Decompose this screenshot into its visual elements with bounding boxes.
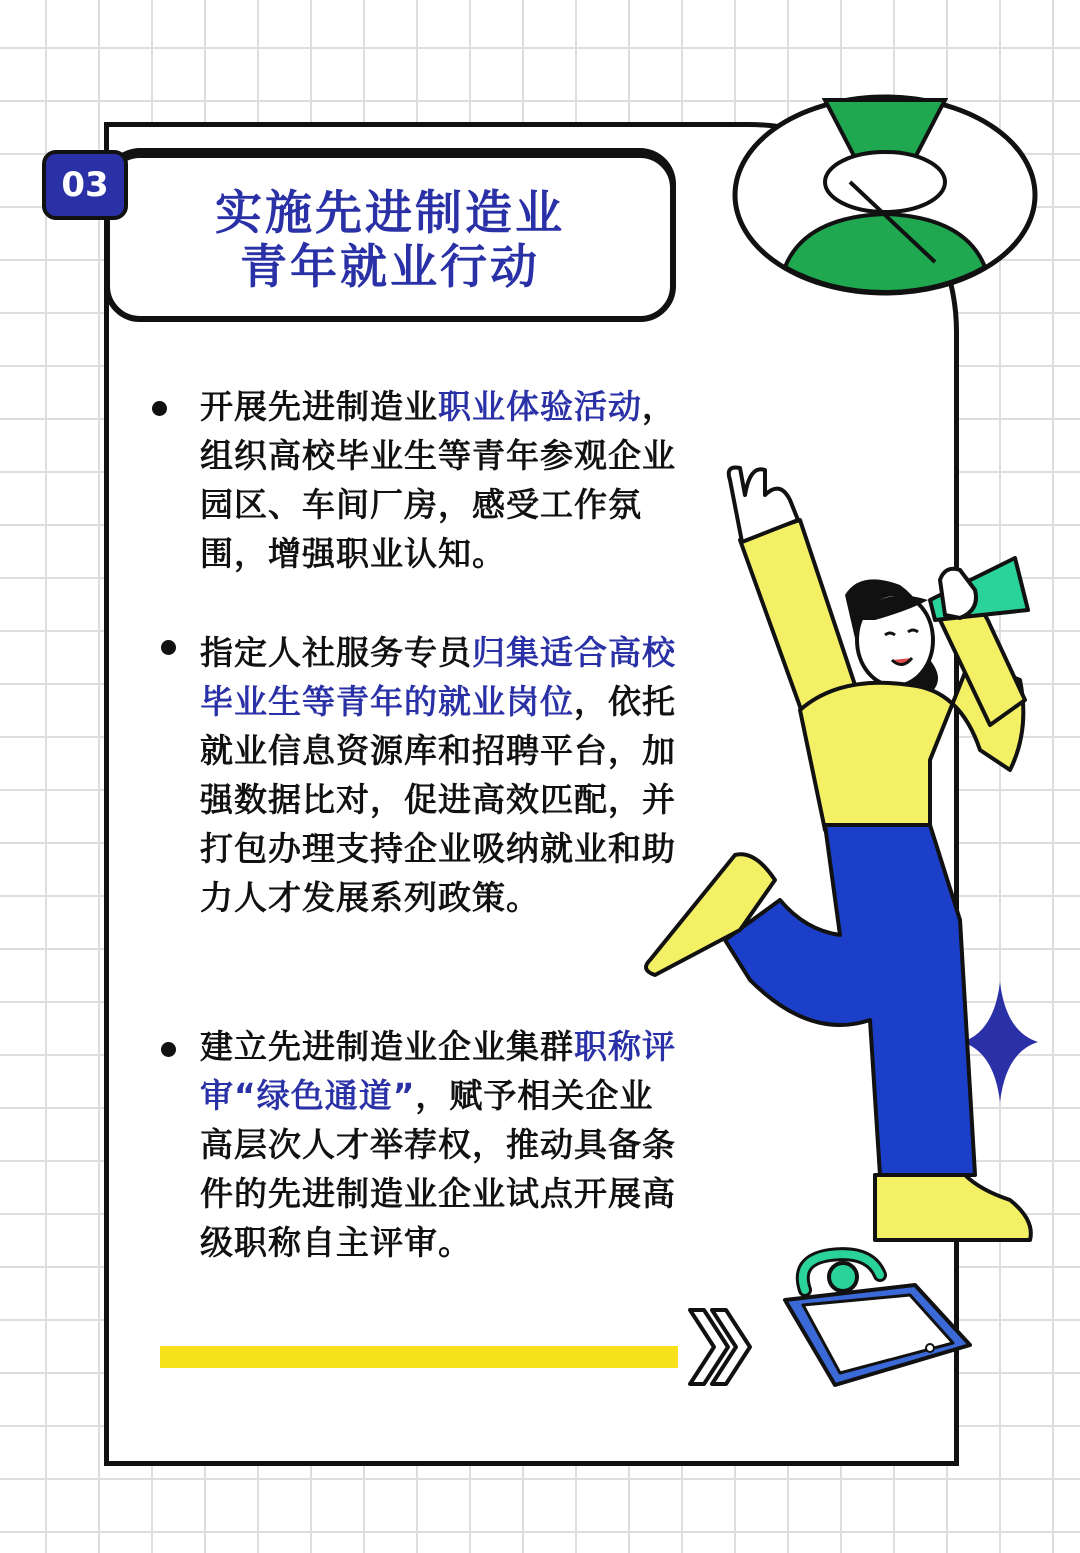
yellow-underline-bar xyxy=(160,1346,678,1368)
title-box xyxy=(104,152,676,322)
bullet-item-1 xyxy=(200,382,685,578)
page-title-line-2: 青年就业行动 xyxy=(240,240,540,295)
bullet-item-2 xyxy=(200,628,685,922)
bullet-text: ，依托就业信息资源库和招聘平台，加强数据比对，促进高效匹配，并打包办理支持企业吸纳就业和助力人才发展系列政策。 xyxy=(200,682,676,917)
chevron-right-icon xyxy=(686,1306,756,1388)
bullet-highlight: 职业体验活动 xyxy=(438,387,642,426)
bullet-text: 指定人社服务专员 xyxy=(200,633,472,672)
bullet-dot xyxy=(161,640,176,655)
page-title-line-1: 实施先进制造业 xyxy=(215,186,565,241)
tablet-icon xyxy=(775,1245,975,1390)
bullet-dot xyxy=(161,1042,176,1057)
ring-decoration-icon xyxy=(730,92,1040,302)
bullet-text: 开展先进制造业 xyxy=(200,387,438,426)
bullet-text: 建立先进制造业企业集群 xyxy=(200,1027,574,1066)
section-number-badge: 03 xyxy=(42,150,128,220)
bullet-item-3 xyxy=(200,1022,685,1267)
jumping-person-illustration xyxy=(630,460,1050,1260)
bullet-highlight: 职称评审“绿色通道” xyxy=(200,1027,676,1115)
bullet-highlight: 归集适合高校毕业生等青年的就业岗位 xyxy=(200,633,676,721)
bullet-text: ，组织高校毕业生等青年参观企业园区、车间厂房，感受工作氛围，增强职业认知。 xyxy=(200,387,676,573)
bullet-text: ，赋予相关企业高层次人才举荐权，推动具备条件的先进制造业企业试点开展高级职称自主评审。 xyxy=(200,1076,676,1262)
bullet-dot xyxy=(152,401,167,416)
